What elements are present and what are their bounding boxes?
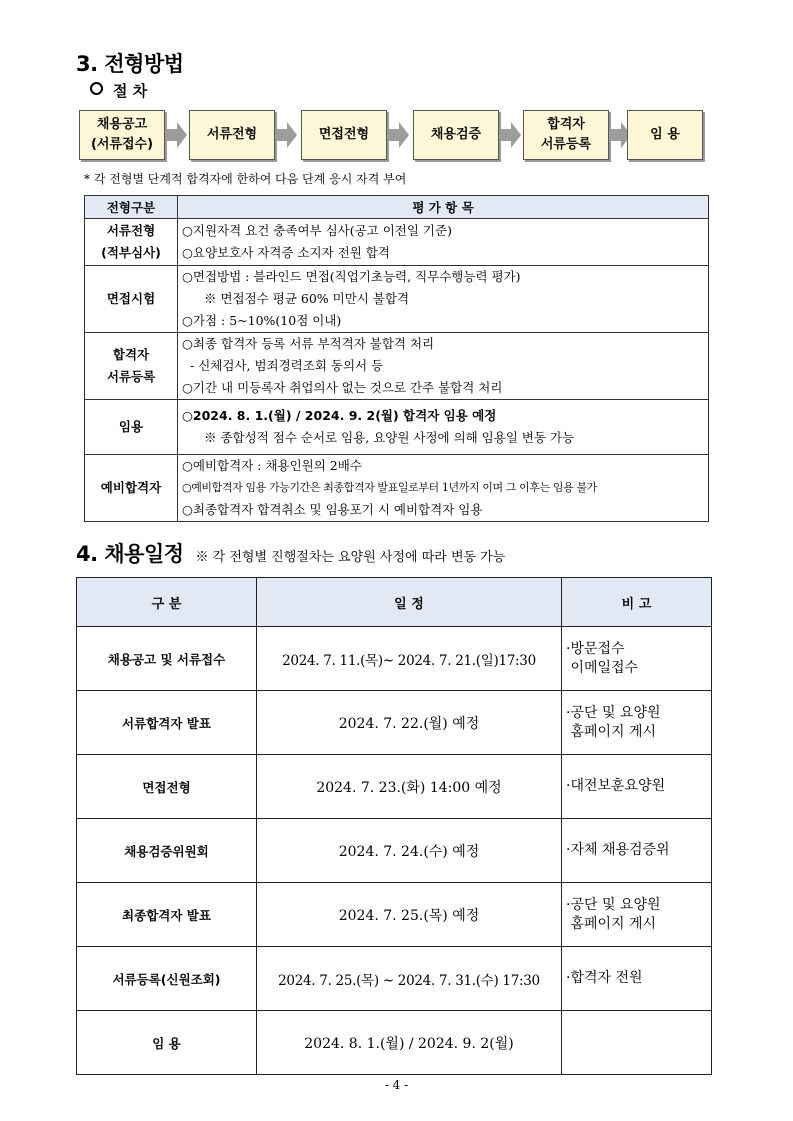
row-category: 서류전형 (적부심사) [85,219,178,266]
table-row [77,883,712,947]
header-schedule: 일 정 [257,578,562,627]
header-items: 평 가 항 목 [178,196,709,219]
table-row [77,1011,712,1075]
step-line: 서류등록 [540,137,592,152]
remark-line: ·자체 채용검증위 [566,842,670,858]
step-line: 면접전형 [318,127,370,142]
schedule-remark [562,627,712,691]
row-category: 예비합격자 [85,455,178,522]
procedure-footnote: * 각 전형별 단계적 합격자에 한하여 다음 단계 응시 자격 부여 [84,172,407,186]
row-category: 합격자 서류등록 [85,333,178,400]
row-category: 면접시험 [85,266,178,333]
table-row [77,627,712,691]
step-document-registration [523,110,609,160]
step-document-screening [189,110,275,160]
table-row [85,455,709,522]
desc-line: ※ 종합성적 점수 순서로 임용, 요양원 사정에 의해 임용일 변동 가능 [204,430,575,445]
arrow-right-icon [499,122,521,148]
desc-line: ※ 면접점수 평균 60% 미만시 불합격 [204,291,410,306]
schedule-category: 임 용 [77,1011,257,1075]
remark-line: ·대전보훈요양원 [566,778,666,794]
desc-line: ○최종합격자 합격취소 및 임용포기 시 예비합격자 임용 [182,502,483,517]
schedule-category: 채용공고 및 서류접수 [77,627,257,691]
schedule-remark [562,947,712,1011]
step-line: 채용검증 [430,127,482,142]
schedule-remark [562,1011,712,1075]
row-description [178,266,709,333]
row-description [178,455,709,522]
section-4-heading [76,538,505,568]
desc-line: ○예비합격자 : 채용인원의 2배수 [182,458,362,473]
schedule-date: 2024. 7. 23.(화) 14:00 예정 [257,755,562,819]
schedule-remark [562,755,712,819]
header-category: 전형구분 [85,196,178,219]
table-header-row [77,578,712,627]
desc-line: ○2024. 8. 1.(월) / 2024. 9. 2(월) 합격자 임용 예정 [182,408,497,423]
schedule-category: 면접전형 [77,755,257,819]
header-category: 구 분 [77,578,257,627]
section-4-note: ※ 각 전형별 진행절차는 요양원 사정에 따라 변동 가능 [195,550,506,565]
row-description [178,400,709,455]
desc-line: ○면접방법 : 블라인드 면접(직업기초능력, 직무수행능력 평가) [182,269,521,284]
arrow-right-icon [275,122,297,148]
remark-line: ·공단 및 요양원 [566,704,661,721]
evaluation-table [84,195,709,522]
schedule-table [76,577,712,1075]
table-row [77,691,712,755]
procedure-label: 절 차 [113,82,148,100]
table-header-row [85,196,709,219]
schedule-remark [562,691,712,755]
schedule-date: 2024. 7. 24.(수) 예정 [257,819,562,883]
schedule-remark [562,819,712,883]
table-row [85,266,709,333]
schedule-category: 최종합격자 발표 [77,883,257,947]
schedule-category: 채용검증위원회 [77,819,257,883]
step-recruitment-notice [79,110,165,160]
desc-line: ○지원자격 요건 충족여부 심사(공고 이전일 기준) [182,223,452,238]
table-row [85,333,709,400]
section-3-title: 3. 전형방법 [76,52,184,76]
table-row [85,219,709,266]
schedule-category: 서류등록(신원조회) [77,947,257,1011]
desc-line: ○가점 : 5~10%(10점 이내) [182,313,342,328]
schedule-date: 2024. 7. 22.(월) 예정 [257,691,562,755]
step-line: 채용공고 [96,117,148,132]
step-line: 합격자 [547,117,585,132]
step-interview [301,110,387,160]
schedule-date: 2024. 7. 25.(목) ~ 2024. 7. 31.(수) 17:30 [257,947,562,1011]
header-remarks: 비 고 [562,578,712,627]
table-row [77,755,712,819]
desc-line: ○요양보호사 자격증 소지자 전원 합격 [182,245,390,260]
schedule-date: 2024. 8. 1.(월) / 2024. 9. 2(월) [257,1011,562,1075]
schedule-date: 2024. 7. 11.(목)~ 2024. 7. 21.(일)17:30 [257,627,562,691]
table-row [77,947,712,1011]
remark-line: ·공단 및 요양원 [566,896,661,913]
schedule-date: 2024. 7. 25.(목) 예정 [257,883,562,947]
row-description [178,219,709,266]
row-description [178,333,709,400]
table-row [77,819,712,883]
step-line: 서류전형 [206,127,258,142]
remark-line: 홈페이지 게시 [566,915,657,932]
arrow-right-icon [165,122,187,148]
desc-line: ○최종 합격자 등록 서류 부적격자 불합격 처리 [182,336,435,351]
desc-line: - 신체검사, 범죄경력조회 동의서 등 [190,358,384,373]
page-number: - 4 - [384,1078,409,1092]
row-category: 임용 [85,400,178,455]
remark-line: 홈페이지 게시 [566,723,657,740]
procedure-flow [79,110,704,160]
schedule-category: 서류합격자 발표 [77,691,257,755]
desc-line: ○기간 내 미등록자 취업의사 없는 것으로 간주 불합격 처리 [182,380,503,395]
section-4-title: 4. 채용일정 [76,542,184,566]
step-line: 임 용 [650,127,680,142]
circle-bullet-icon [90,82,103,95]
remark-line: ·합격자 전원 [566,970,643,986]
remark-line: ·방문접수 [566,640,625,657]
step-verification [413,110,499,160]
step-line: (서류접수) [90,137,154,152]
table-row [85,400,709,455]
schedule-remark [562,883,712,947]
desc-line: ○예비합격자 임용 가능기간은 최종합격자 발표일로부터 1년까지 이며 그 이후는 임용 불가 [182,481,597,494]
procedure-subtitle [90,80,147,101]
remark-line: 이메일접수 [566,659,639,676]
arrow-right-icon [387,122,409,148]
step-appointment [627,110,703,160]
